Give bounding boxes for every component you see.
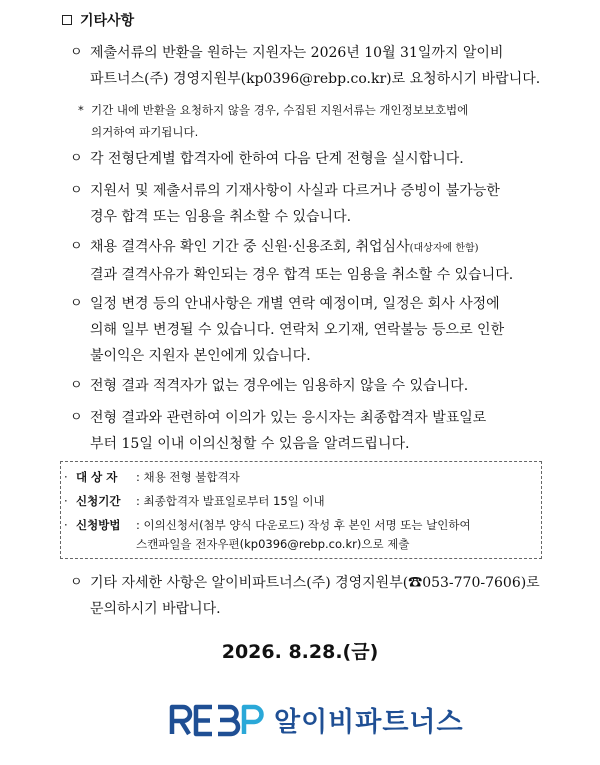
announcement-date: 2026. 8.28.(금) xyxy=(221,641,379,663)
company-logo xyxy=(168,700,464,739)
item-line: 일정 변경 등의 안내사항은 개별 연락 예정이며, 일정은 회사 사정에 xyxy=(90,296,500,312)
item-line: 파트너스(주) 경영지원부(kp0396@rebp.co.kr)로 요청하시기 바랍니다. xyxy=(90,71,541,87)
box-label: 대 상 자 xyxy=(76,470,118,484)
item-line: 전형 결과 적격자가 없는 경우에는 임용하지 않을 수 있습니다. xyxy=(90,378,469,394)
item-line: 각 전형단계별 합격자에 한하여 다음 단계 전형을 실시합니다. xyxy=(90,151,464,167)
item-line: 문의하시기 바랍니다. xyxy=(90,601,221,617)
box-value: : 채용 전형 불합격자 xyxy=(136,470,240,484)
bullet-icon: ㅇ xyxy=(70,378,83,393)
list-item xyxy=(70,291,550,369)
section-checkbox-icon xyxy=(62,15,72,25)
rebp-logo-mark-icon xyxy=(168,703,264,737)
box-value: : 이의신청서(첨부 양식 다운로드) 작성 후 본인 서명 또는 날인하여 xyxy=(136,518,471,532)
list-item xyxy=(70,234,550,288)
list-item xyxy=(70,373,550,399)
list-item xyxy=(70,146,550,172)
list-item xyxy=(70,178,550,230)
item-line: 부터 15일 이내 이의신청할 수 있음을 알려드립니다. xyxy=(90,436,410,452)
bullet-icon: ㅇ xyxy=(70,296,83,311)
item-line: 채용 결격사유 확인 기간 중 신원·신용조회, 취업심사(대상자에 한함) xyxy=(90,239,479,255)
note-line: 의거하여 파기됩니다. xyxy=(91,125,199,139)
list-item xyxy=(70,570,550,622)
item-line: 전형 결과와 관련하여 이의가 있는 응시자는 최종합격자 발표일로 xyxy=(90,410,487,426)
bullet-icon: ㅇ xyxy=(70,151,83,166)
bullet-icon: ㅇ xyxy=(70,575,83,590)
bullet-icon: ㅇ xyxy=(70,410,83,425)
item-line: 경우 합격 또는 임용을 취소할 수 있습니다. xyxy=(90,209,352,225)
item-line: 불이익은 지원자 본인에게 있습니다. xyxy=(90,348,311,364)
objection-info-box: · 대 상 자 : 채용 전형 불합격자 · 신청기간 : 최종합격자 발표일로부터 15일 이내 · 신청방법 : 이의신청서(첨부 양식 다운로드) 작성 후 본인 서명 또는 날인하여 스캔파일을 전자우편(kp0396@rebp.co.kr)으로 제출 xyxy=(60,461,542,559)
company-name: 알이비파트너스 xyxy=(274,707,464,738)
item-line: 기타 자세한 사항은 알이비파트너스(주) 경영지원부(☎053-770-7606)로 xyxy=(90,575,540,591)
box-label: 신청방법 xyxy=(76,518,121,532)
item-line: 제출서류의 반환을 원하는 지원자는 2026년 10월 31일까지 알이비 xyxy=(90,45,504,61)
note xyxy=(78,99,558,143)
section-title xyxy=(62,10,134,30)
box-value: 스캔파일을 전자우편(kp0396@rebp.co.kr)으로 제출 xyxy=(136,537,410,551)
note-line: 기간 내에 반환을 요청하지 않을 경우, 수집된 지원서류는 개인정보보호법에 xyxy=(91,103,469,117)
list-item xyxy=(70,40,550,92)
bullet-icon: ㅇ xyxy=(70,45,83,60)
box-label: 신청기간 xyxy=(76,494,121,508)
box-value: : 최종합격자 발표일로부터 15일 이내 xyxy=(136,494,325,508)
note-star: * xyxy=(78,103,84,117)
list-item xyxy=(70,405,550,457)
section-title-text: 기타사항 xyxy=(80,13,135,29)
bullet-icon: ㅇ xyxy=(70,239,83,254)
bullet-icon: ㅇ xyxy=(70,183,83,198)
item-line: 지원서 및 제출서류의 기재사항이 사실과 다르거나 증빙이 불가능한 xyxy=(90,183,500,199)
item-line: 결과 결격사유가 확인되는 경우 합격 또는 임용을 취소할 수 있습니다. xyxy=(90,267,514,283)
item-line: 의해 일부 변경될 수 있습니다. 연락처 오기재, 연락불능 등으로 인한 xyxy=(90,322,505,338)
